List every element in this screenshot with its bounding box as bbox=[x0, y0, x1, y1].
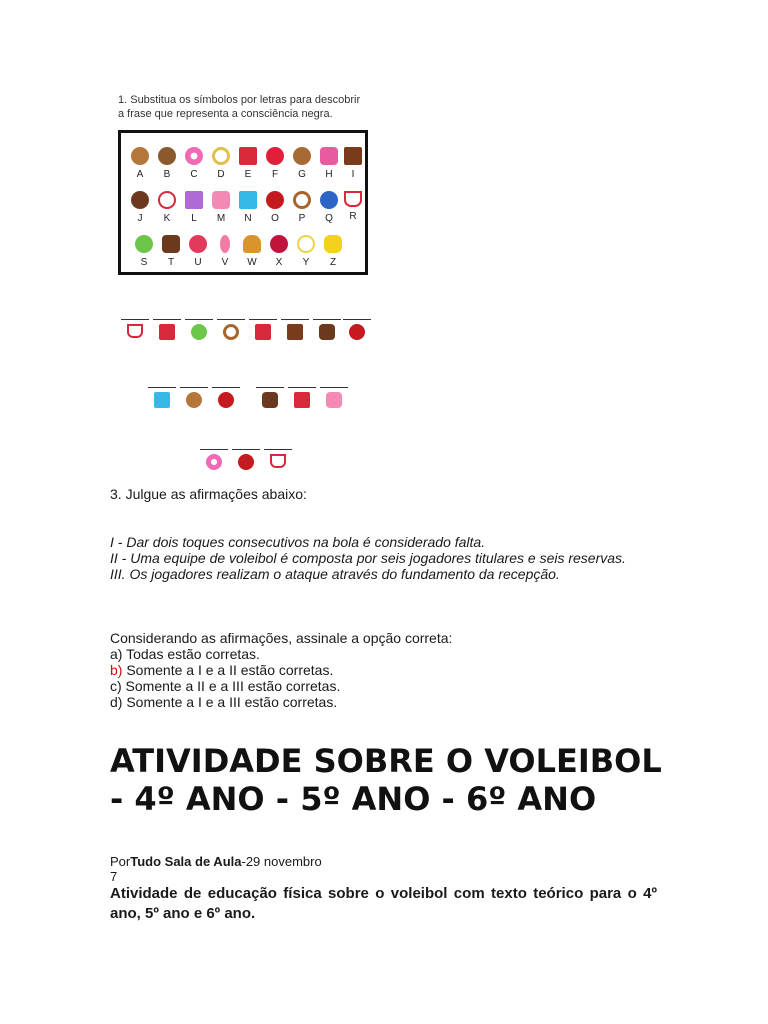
pretzel-icon bbox=[223, 324, 239, 340]
cupcake-icon bbox=[320, 147, 338, 165]
blank-slot bbox=[343, 319, 371, 340]
chocolate-box-icon bbox=[287, 324, 303, 340]
cipher-letter: M bbox=[216, 213, 226, 224]
cipher-cell-r bbox=[342, 191, 364, 222]
rose-icon bbox=[349, 324, 365, 340]
envelope-icon bbox=[294, 392, 310, 408]
blank-slot bbox=[200, 449, 228, 470]
puzzle-instruction bbox=[118, 93, 360, 121]
encoded-word-2 bbox=[148, 387, 353, 421]
cup-icon bbox=[344, 191, 362, 207]
cake-icon bbox=[326, 392, 342, 408]
cipher-letter: R bbox=[349, 211, 357, 222]
cup-icon bbox=[127, 324, 143, 338]
blank-slot bbox=[281, 319, 309, 340]
blank-slot bbox=[217, 319, 245, 340]
cipher-letter: D bbox=[217, 169, 225, 180]
chocolate-box-icon bbox=[344, 147, 362, 165]
cipher-letter: F bbox=[271, 169, 279, 180]
cipher-letter: B bbox=[163, 169, 171, 180]
cipher-letter: S bbox=[140, 257, 148, 268]
pepper-icon bbox=[324, 235, 342, 253]
cipher-cell-n bbox=[237, 191, 259, 224]
blank-slot bbox=[264, 449, 292, 468]
cipher-letter: N bbox=[244, 213, 252, 224]
blank-slot bbox=[256, 387, 284, 408]
cipher-cell-e bbox=[237, 147, 259, 180]
cipher-cell-m bbox=[210, 191, 232, 224]
cipher-cell-b bbox=[156, 147, 178, 180]
envelope-icon bbox=[255, 324, 271, 340]
cookie-icon bbox=[131, 147, 149, 165]
balloon-icon bbox=[135, 235, 153, 253]
cipher-letter: P bbox=[298, 213, 306, 224]
cipher-cell-o bbox=[264, 191, 286, 224]
blank-slot bbox=[180, 387, 208, 408]
article-byline bbox=[110, 854, 322, 884]
blank-slot bbox=[153, 319, 181, 340]
question-3-prompt: 3. Julgue as afirmações abaixo: bbox=[110, 486, 307, 502]
statement-2: II - Uma equipe de voleibol é composta por seis jogadores titulares e seis reservas. bbox=[110, 550, 626, 566]
cipher-cell-d bbox=[210, 147, 232, 180]
cipher-cell-y bbox=[295, 235, 317, 268]
bookmark-icon bbox=[239, 191, 257, 209]
encoded-word-1 bbox=[121, 319, 371, 353]
cipher-letter: W bbox=[247, 257, 257, 268]
teddy-bear-icon bbox=[158, 147, 176, 165]
blank-slot bbox=[212, 387, 240, 408]
cipher-letter: J bbox=[137, 213, 143, 224]
instruction-line-2: a frase que representa a consciência negra. bbox=[118, 108, 333, 120]
question-3-options bbox=[110, 630, 452, 710]
blank-slot bbox=[148, 387, 176, 408]
cipher-cell-a bbox=[129, 147, 151, 180]
question-3-statements bbox=[110, 534, 657, 582]
rose-icon bbox=[266, 191, 284, 209]
envelope-icon bbox=[159, 324, 175, 340]
cipher-cell-w bbox=[241, 235, 263, 268]
bookmark-icon bbox=[154, 392, 170, 408]
cipher-cell-i bbox=[342, 147, 364, 180]
muffin-icon bbox=[319, 324, 335, 340]
cipher-cell-k bbox=[156, 191, 178, 224]
cipher-letter: K bbox=[163, 213, 171, 224]
rose-icon bbox=[218, 392, 234, 408]
cipher-letter: O bbox=[271, 213, 279, 224]
cipher-letter: Z bbox=[329, 257, 337, 268]
cipher-cell-j bbox=[129, 191, 151, 224]
cipher-cell-x bbox=[268, 235, 290, 268]
cipher-letter: I bbox=[351, 169, 355, 180]
muffin-icon bbox=[162, 235, 180, 253]
donut-icon bbox=[206, 454, 222, 470]
cipher-cell-q bbox=[318, 191, 340, 224]
cipher-cell-p bbox=[291, 191, 313, 224]
blank-slot bbox=[185, 319, 213, 340]
blank-slot bbox=[288, 387, 316, 408]
cipher-letter: T bbox=[167, 257, 175, 268]
donut-icon bbox=[185, 147, 203, 165]
cipher-cell-s bbox=[133, 235, 155, 268]
option-a: a) Todas estão corretas. bbox=[110, 646, 260, 662]
envelope-icon bbox=[239, 147, 257, 165]
instruction-line-1: 1. Substitua os símbolos por letras para descobrir bbox=[118, 94, 361, 106]
pretzel-icon bbox=[293, 191, 311, 209]
cipher-letter: Q bbox=[325, 213, 333, 224]
option-d: d) Somente a I e a III estão corretas. bbox=[110, 694, 338, 710]
heart-box-icon bbox=[189, 235, 207, 253]
option-b bbox=[110, 662, 452, 678]
blank-slot bbox=[313, 319, 341, 340]
cipher-cell-v bbox=[214, 235, 236, 268]
cipher-letter: Y bbox=[302, 257, 310, 268]
cipher-cell-h bbox=[318, 147, 340, 180]
heart-plate-icon bbox=[158, 191, 176, 209]
article-lead: Atividade de educação física sobre o voleibol com texto teórico para o 4º ano, 5º ano e 6º ano. bbox=[110, 885, 657, 922]
encoded-word-3 bbox=[200, 449, 300, 483]
cipher-cell-u bbox=[187, 235, 209, 268]
cake-icon bbox=[212, 191, 230, 209]
flamingo-icon bbox=[220, 235, 230, 253]
cookie-icon bbox=[186, 392, 202, 408]
cipher-letter: E bbox=[244, 169, 252, 180]
option-b-text: Somente a I e a II estão corretas. bbox=[122, 662, 334, 678]
cipher-cell-c bbox=[183, 147, 205, 180]
cipher-cell-l bbox=[183, 191, 205, 224]
blank-slot bbox=[320, 387, 348, 408]
option-c: c) Somente a II e a III estão corretas. bbox=[110, 678, 341, 694]
blank-slot bbox=[121, 319, 149, 338]
cipher-letter: L bbox=[191, 213, 197, 224]
muffin-icon bbox=[262, 392, 278, 408]
statement-3: III. Os jogadores realizam o ataque através do fundamento da recepção. bbox=[110, 566, 560, 582]
cipher-key-image bbox=[118, 130, 368, 275]
cipher-letter: G bbox=[298, 169, 306, 180]
ring-icon bbox=[212, 147, 230, 165]
cipher-letter: A bbox=[136, 169, 144, 180]
by-prefix: Por bbox=[110, 854, 131, 869]
option-b-letter: b) bbox=[110, 662, 123, 678]
cipher-letter: U bbox=[194, 257, 202, 268]
statement-1: I - Dar dois toques consecutivos na bola é considerado falta. bbox=[110, 534, 486, 550]
comment-count[interactable]: 7 bbox=[110, 869, 118, 884]
cipher-letter: V bbox=[221, 257, 229, 268]
cookie-icon bbox=[293, 147, 311, 165]
cipher-letter: H bbox=[325, 169, 333, 180]
options-instruction: Considerando as afirmações, assinale a opção correta: bbox=[110, 630, 453, 646]
planet-icon bbox=[320, 191, 338, 209]
cipher-cell-z bbox=[322, 235, 344, 268]
cup-icon bbox=[270, 454, 286, 468]
post-date: -29 novembro bbox=[241, 854, 322, 869]
ring-icon bbox=[297, 235, 315, 253]
article-title: ATIVIDADE SOBRE O VOLEIBOL - 4º ANO - 5º ANO - 6º ANO bbox=[110, 742, 662, 818]
blank-slot bbox=[232, 449, 260, 470]
lollipop-icon bbox=[266, 147, 284, 165]
balloon-icon bbox=[191, 324, 207, 340]
cipher-cell-f bbox=[264, 147, 286, 180]
cipher-letter: X bbox=[275, 257, 283, 268]
gift-icon bbox=[185, 191, 203, 209]
burger-icon bbox=[243, 235, 261, 253]
chocolate-cookie-icon bbox=[131, 191, 149, 209]
rose-icon bbox=[238, 454, 254, 470]
pomegranate-icon bbox=[270, 235, 288, 253]
cipher-cell-t bbox=[160, 235, 182, 268]
blank-slot bbox=[249, 319, 277, 340]
cipher-cell-g bbox=[291, 147, 313, 180]
author-link[interactable]: Tudo Sala de Aula bbox=[130, 854, 242, 869]
cipher-letter: C bbox=[190, 169, 198, 180]
